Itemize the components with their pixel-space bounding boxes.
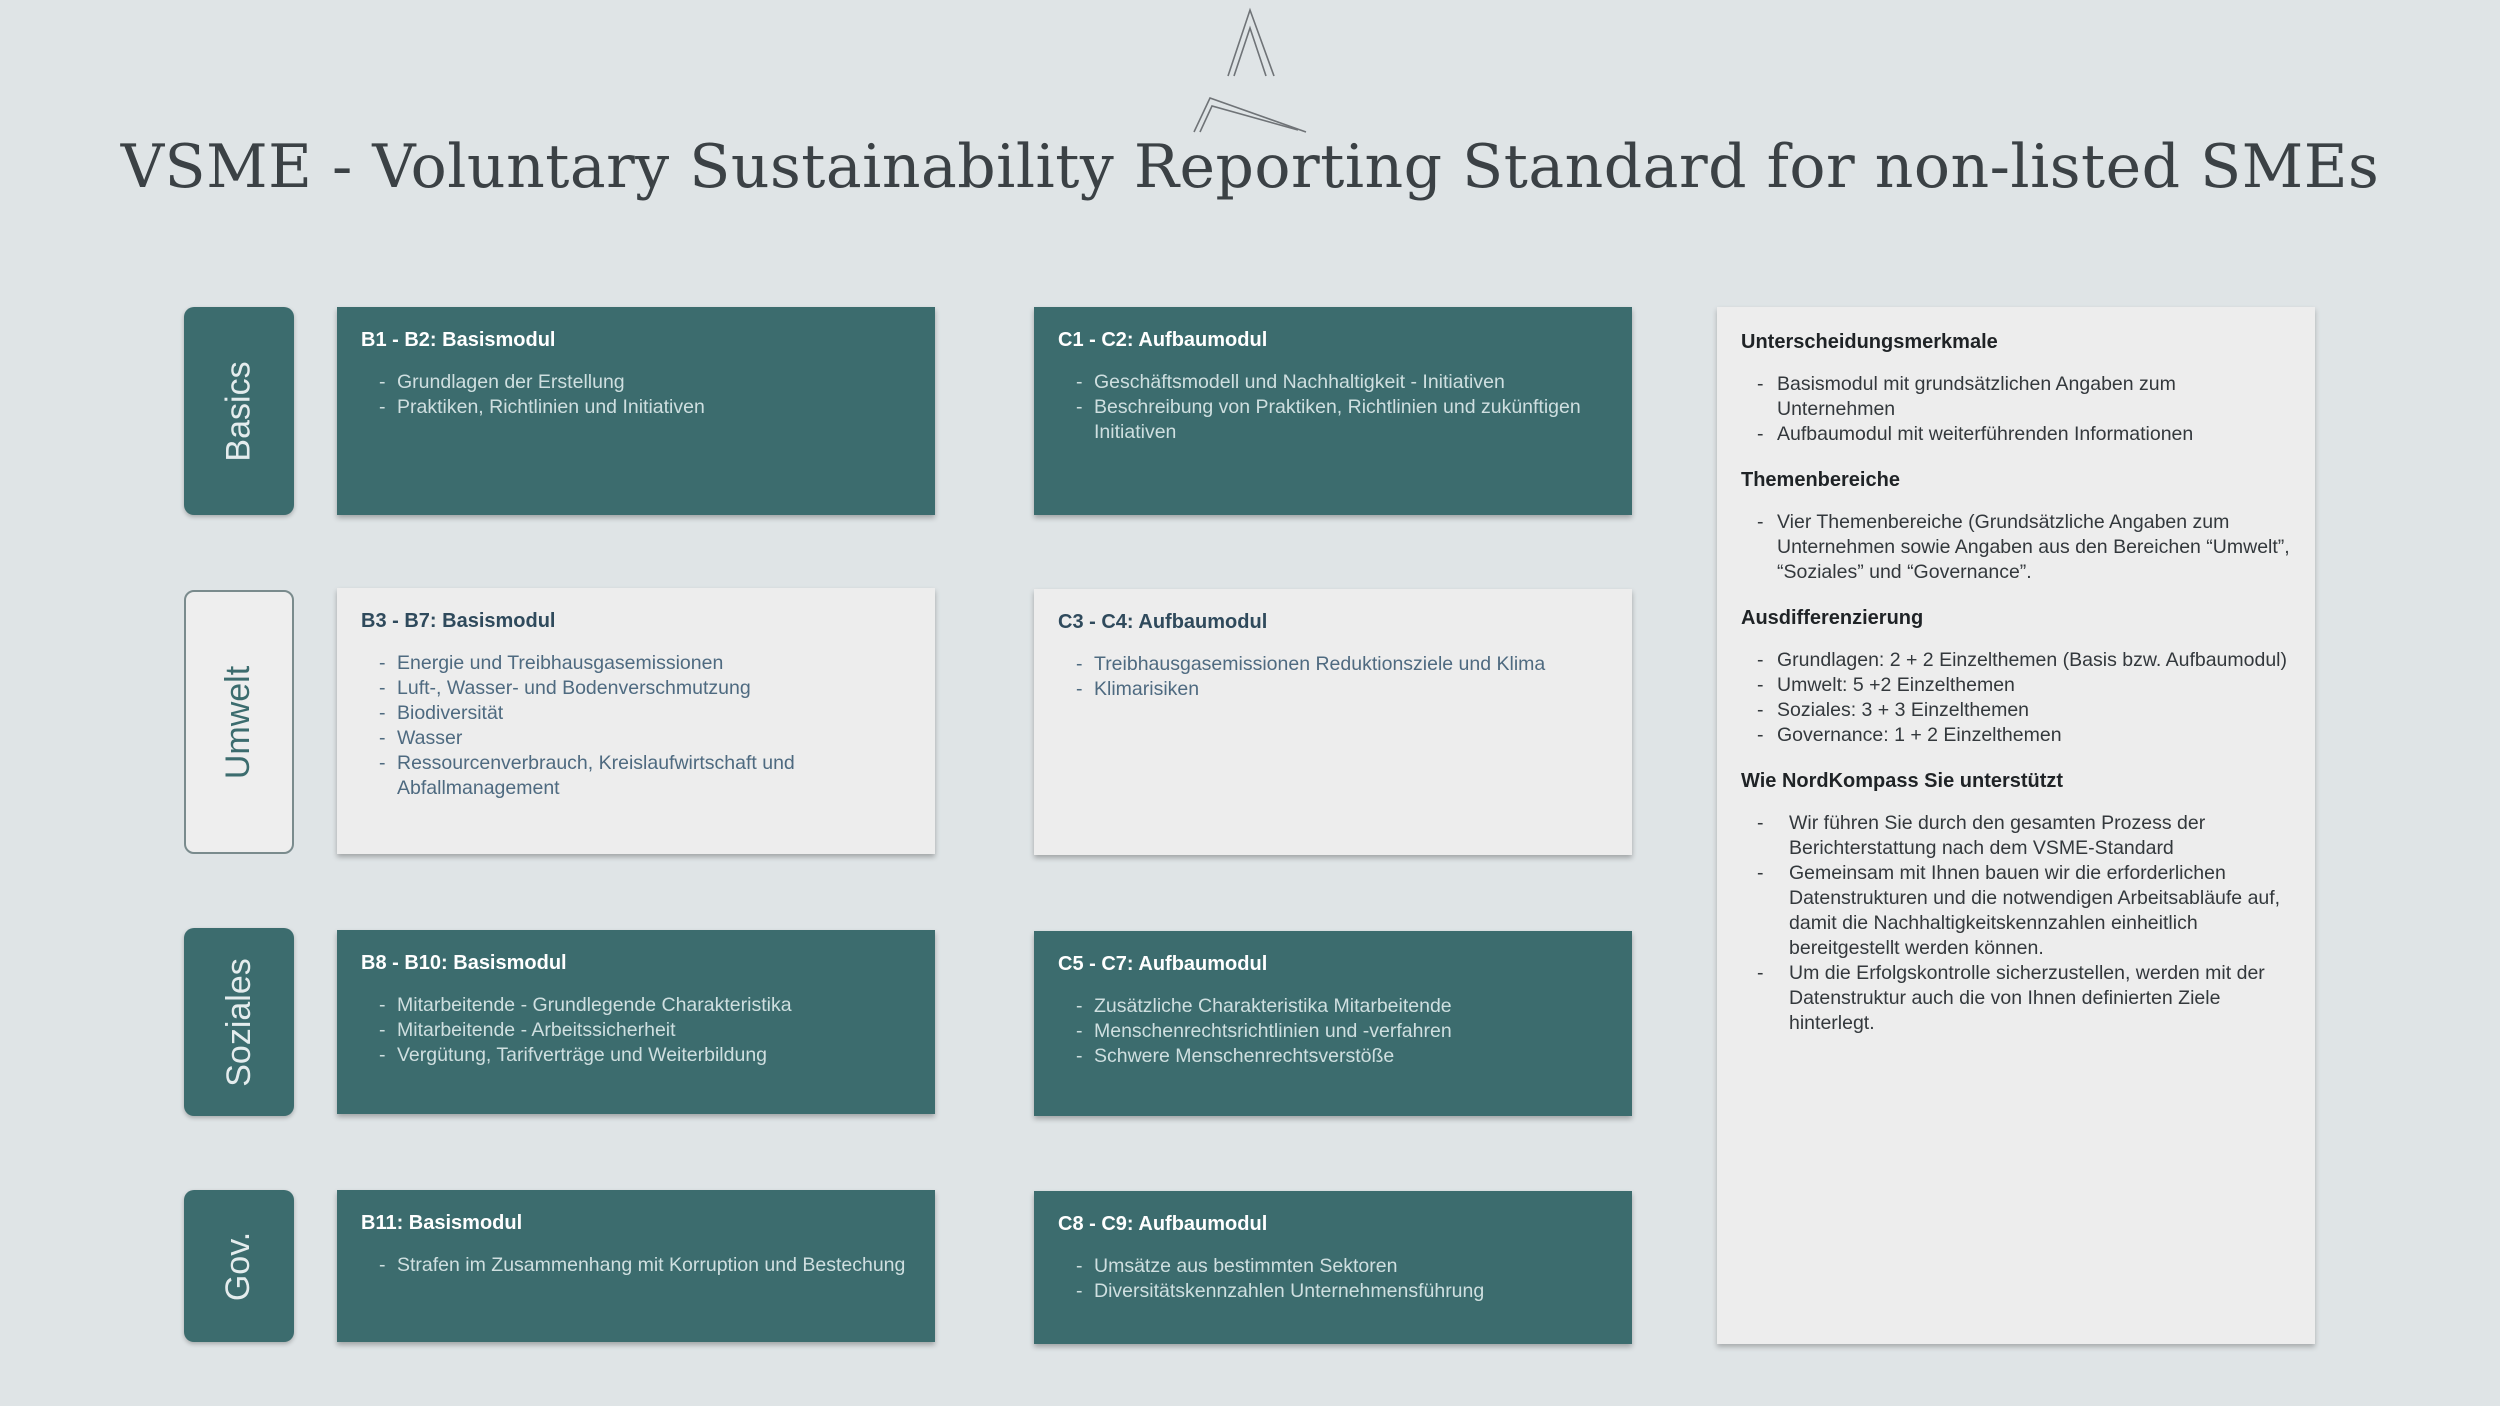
- list-item: - Diversitätskennzahlen Unternehmensführung: [1076, 1279, 1608, 1304]
- aufbaumodul-card-soziales: [1034, 931, 1632, 1116]
- basismodul-card-umwelt: [337, 588, 935, 854]
- tab-basics-label: Basics: [219, 360, 258, 462]
- list-item: - Gemeinsam mit Ihnen bauen wir die erforderlichen Datenstrukturen und die notwendigen Arbeitsabläufe auf, damit die Nachhaltigkeitskennzahlen einheitlich bereitgestellt werden können.: [1757, 861, 2291, 961]
- list-item: - Vergütung, Tarifverträge und Weiterbildung: [379, 1043, 911, 1068]
- list-item: - Luft-, Wasser- und Bodenverschmutzung: [379, 676, 911, 701]
- list-item: - Biodiversität: [379, 701, 911, 726]
- tab-gov-label: Gov.: [219, 1231, 258, 1301]
- section-heading: Wie NordKompass Sie unterstützt: [1741, 770, 2064, 792]
- card-title: C8 - C9: Aufbaumodul: [1058, 1213, 1268, 1235]
- list-item: - Wasser: [379, 726, 911, 751]
- section-list: [1741, 510, 2291, 585]
- card-title: B3 - B7: Basismodul: [361, 610, 556, 632]
- list-item: - Treibhausgasemissionen Reduktionsziele und Klima: [1076, 652, 1608, 677]
- aufbaumodul-card-gov: [1034, 1191, 1632, 1344]
- tab-basics: [184, 307, 294, 515]
- section-heading: Themenbereiche: [1741, 469, 1900, 491]
- list-item: - Zusätzliche Charakteristika Mitarbeitende: [1076, 994, 1608, 1019]
- list-item: - Menschenrechtsrichtlinien und -verfahren: [1076, 1019, 1608, 1044]
- card-list: [1058, 370, 1608, 445]
- list-item: - Praktiken, Richtlinien und Initiativen: [379, 395, 911, 420]
- nordkompass-logo-icon: [1190, 6, 1310, 136]
- list-item: - Aufbaumodul mit weiterführenden Informationen: [1757, 422, 2291, 447]
- tab-umwelt-label: Umwelt: [219, 665, 258, 779]
- list-item: - Governance: 1 + 2 Einzelthemen: [1757, 723, 2291, 748]
- card-title: C5 - C7: Aufbaumodul: [1058, 953, 1268, 975]
- tab-gov: [184, 1190, 294, 1342]
- list-item: - Beschreibung von Praktiken, Richtlinien und zukünftigen Initiativen: [1076, 395, 1608, 445]
- list-item: - Soziales: 3 + 3 Einzelthemen: [1757, 698, 2291, 723]
- list-item: - Klimarisiken: [1076, 677, 1608, 702]
- section-list: [1741, 811, 2291, 1036]
- list-item: - Mitarbeitende - Grundlegende Charakteristika: [379, 993, 911, 1018]
- section-list: [1741, 372, 2291, 447]
- list-item: - Grundlagen der Erstellung: [379, 370, 911, 395]
- basismodul-card-soziales: [337, 930, 935, 1114]
- card-list: [361, 1253, 911, 1278]
- list-item: - Basismodul mit grundsätzlichen Angaben zum Unternehmen: [1757, 372, 2291, 422]
- list-item: - Strafen im Zusammenhang mit Korruption und Bestechung: [379, 1253, 911, 1278]
- list-item: - Vier Themenbereiche (Grundsätzliche Angaben zum Unternehmen sowie Angaben aus den Bereichen “Umwelt”, “Soziales” und “Governance”.: [1757, 510, 2291, 585]
- card-list: [361, 993, 911, 1068]
- list-item: - Geschäftsmodell und Nachhaltigkeit - Initiativen: [1076, 370, 1608, 395]
- page-title: VSME - Voluntary Sustainability Reporting Standard for non-listed SMEs: [120, 132, 2380, 202]
- list-item: - Ressourcenverbrauch, Kreislaufwirtschaft und Abfallmanagement: [379, 751, 911, 801]
- card-title: B1 - B2: Basismodul: [361, 329, 556, 351]
- aufbaumodul-card-basics: [1034, 307, 1632, 515]
- card-list: [1058, 994, 1608, 1069]
- section-heading: Unterscheidungsmerkmale: [1741, 331, 1998, 353]
- card-list: [361, 651, 911, 801]
- card-list: [361, 370, 911, 420]
- card-list: [1058, 1254, 1608, 1304]
- card-title: C3 - C4: Aufbaumodul: [1058, 611, 1268, 633]
- card-title: B8 - B10: Basismodul: [361, 952, 567, 974]
- list-item: - Grundlagen: 2 + 2 Einzelthemen (Basis bzw. Aufbaumodul): [1757, 648, 2291, 673]
- info-panel: [1717, 307, 2315, 1344]
- section-heading: Ausdifferenzierung: [1741, 607, 1924, 629]
- basismodul-card-basics: [337, 307, 935, 515]
- list-item: - Umwelt: 5 +2 Einzelthemen: [1757, 673, 2291, 698]
- card-title: B11: Basismodul: [361, 1212, 523, 1234]
- tab-umwelt: [184, 590, 294, 854]
- list-item: - Mitarbeitende - Arbeitssicherheit: [379, 1018, 911, 1043]
- card-title: C1 - C2: Aufbaumodul: [1058, 329, 1268, 351]
- tab-soziales-label: Soziales: [219, 957, 258, 1087]
- list-item: - Um die Erfolgskontrolle sicherzustellen, werden mit der Datenstruktur auch die von Ihnen definierten Ziele hinterlegt.: [1757, 961, 2291, 1036]
- card-list: [1058, 652, 1608, 702]
- aufbaumodul-card-umwelt: [1034, 589, 1632, 855]
- list-item: - Schwere Menschenrechtsverstöße: [1076, 1044, 1608, 1069]
- list-item: - Umsätze aus bestimmten Sektoren: [1076, 1254, 1608, 1279]
- tab-soziales: [184, 928, 294, 1116]
- basismodul-card-gov: [337, 1190, 935, 1342]
- list-item: - Energie und Treibhausgasemissionen: [379, 651, 911, 676]
- list-item: - Wir führen Sie durch den gesamten Prozess der Berichterstattung nach dem VSME-Standard: [1757, 811, 2291, 861]
- section-list: [1741, 648, 2291, 748]
